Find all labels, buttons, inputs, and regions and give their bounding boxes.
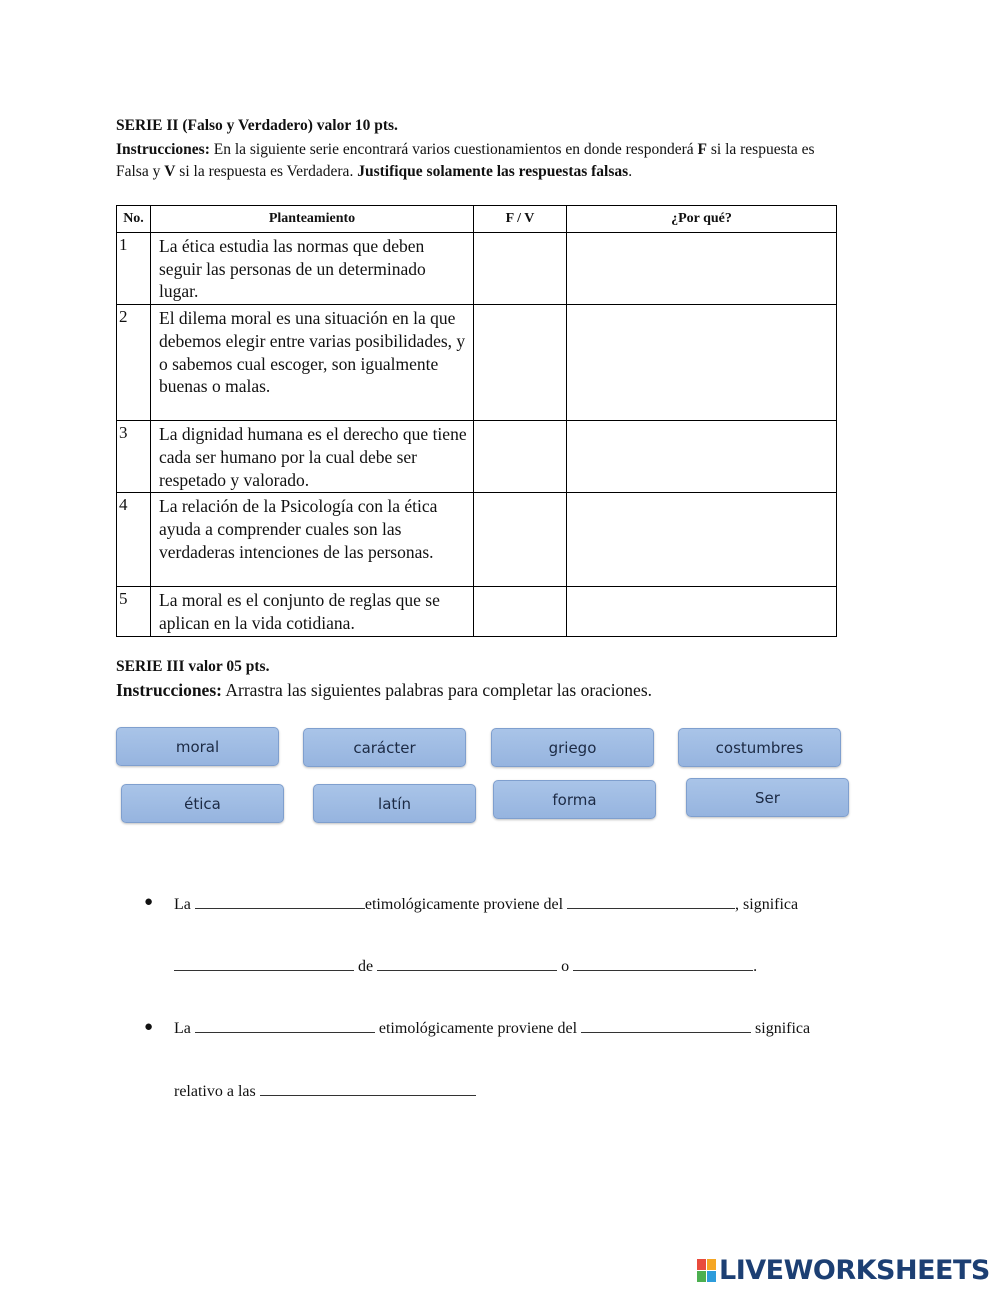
header-planteamiento: Planteamiento xyxy=(151,206,474,233)
sentence-1-text-a: La xyxy=(174,896,195,913)
serie2-instr-period: . xyxy=(628,163,633,180)
word-chip-forma[interactable]: forma xyxy=(493,780,656,819)
word-chip-ser[interactable]: Ser xyxy=(686,778,849,817)
justification-cell[interactable] xyxy=(567,587,837,637)
row-statement: La moral es el conjunto de reglas que se aplican en la vida cotidiana. xyxy=(151,587,474,637)
serie2-instr-bold-end: Justifique solamente las respuestas falsas xyxy=(357,163,629,180)
sentence-1-line-1 xyxy=(174,894,798,914)
row-number: 5 xyxy=(117,587,151,637)
row-number: 4 xyxy=(117,493,151,587)
bullet-icon: ● xyxy=(144,894,154,910)
fv-answer-cell[interactable] xyxy=(474,421,567,493)
sentence-1-text-e: o xyxy=(557,958,574,975)
sentence-1-text-d: de xyxy=(354,958,378,975)
sentence-1-line-2 xyxy=(174,956,757,976)
sentence-2-line-2 xyxy=(174,1081,476,1101)
row-statement: La dignidad humana es el derecho que tiene cada ser humano por la cual debe ser respetado y valorado. xyxy=(151,421,474,493)
drop-zone-7[interactable] xyxy=(581,1018,751,1033)
sentence-2-line-1 xyxy=(174,1018,810,1038)
serie2-title: SERIE II (Falso y Verdadero) valor 10 pts. xyxy=(116,117,398,134)
row-statement: La relación de la Psicología con la ética ayuda a comprender cuales son las verdaderas intenciones de las personas. xyxy=(151,493,474,587)
row-number: 2 xyxy=(117,305,151,421)
table-row xyxy=(117,421,837,493)
row-number: 3 xyxy=(117,421,151,493)
sentence-2-text-d: relativo a las xyxy=(174,1083,260,1100)
word-chip-etica[interactable]: ética xyxy=(121,784,284,823)
fv-answer-cell[interactable] xyxy=(474,587,567,637)
table-row xyxy=(117,233,837,305)
table-header-row xyxy=(117,206,837,233)
sentence-1-text-c: , significa xyxy=(735,896,799,913)
header-no: No. xyxy=(117,206,151,233)
logo-blocks-icon xyxy=(697,1259,716,1282)
drop-zone-8[interactable] xyxy=(260,1081,476,1096)
drop-zone-6[interactable] xyxy=(195,1018,375,1033)
justification-cell[interactable] xyxy=(567,233,837,305)
sentence-2-text-b: etimológicamente proviene del xyxy=(374,1020,582,1037)
fv-answer-cell[interactable] xyxy=(474,305,567,421)
drop-zone-1[interactable] xyxy=(195,894,365,909)
logo-text: LIVEWORKSHEETS xyxy=(719,1255,990,1286)
row-number: 1 xyxy=(117,233,151,305)
drop-zone-3[interactable] xyxy=(174,956,354,971)
row-statement: La ética estudia las normas que deben seguir las personas de un determinado lugar. xyxy=(151,233,474,305)
serie2-instr-v: V xyxy=(164,163,176,180)
table-row xyxy=(117,305,837,421)
word-chip-costumbres[interactable]: costumbres xyxy=(678,728,841,767)
serie2-instr-text-3: si la respuesta es Verdadera. xyxy=(175,163,358,180)
row-statement: El dilema moral es una situación en la que debemos elegir entre varias posibilidades, y o sabemos cual escoger, son igualmente buenas o malas. xyxy=(151,305,474,421)
sentence-1-text-b: etimológicamente proviene del xyxy=(364,896,568,913)
liveworksheets-logo xyxy=(697,1255,990,1286)
serie2-instr-text-1: En la siguiente serie encontrará varios cuestionamientos en donde responderá xyxy=(209,141,698,158)
serie2-instr-label: Instrucciones: xyxy=(116,141,210,158)
word-chip-moral[interactable]: moral xyxy=(116,727,279,766)
fv-answer-cell[interactable] xyxy=(474,493,567,587)
serie2-instr-text-2: si la respuesta es Falsa y xyxy=(116,141,815,180)
serie3-instr-label: Instrucciones: xyxy=(116,680,222,700)
justification-cell[interactable] xyxy=(567,305,837,421)
serie2-instructions xyxy=(116,139,836,183)
serie3-title: SERIE III valor 05 pts. xyxy=(116,658,270,675)
table-row xyxy=(117,493,837,587)
justification-cell[interactable] xyxy=(567,421,837,493)
drop-zone-5[interactable] xyxy=(573,956,753,971)
header-por-que: ¿Por qué? xyxy=(567,206,837,233)
fv-answer-cell[interactable] xyxy=(474,233,567,305)
bullet-icon: ● xyxy=(144,1019,154,1035)
serie3-instructions xyxy=(116,680,652,701)
sentence-2-text-a: La xyxy=(174,1020,195,1037)
word-chip-latin[interactable]: latín xyxy=(313,784,476,823)
drop-zone-2[interactable] xyxy=(567,894,735,909)
serie3-instr-text: Arrastra las siguientes palabras para completar las oraciones. xyxy=(221,680,653,700)
word-chip-caracter[interactable]: carácter xyxy=(303,728,466,767)
serie2-instr-f: F xyxy=(697,141,707,158)
word-chip-griego[interactable]: griego xyxy=(491,728,654,767)
table-row xyxy=(117,587,837,637)
true-false-table xyxy=(116,205,837,637)
header-fv: F / V xyxy=(474,206,567,233)
sentence-2-text-c: significa xyxy=(751,1020,811,1037)
sentence-1-text-f: . xyxy=(753,958,758,975)
drop-zone-4[interactable] xyxy=(377,956,557,971)
justification-cell[interactable] xyxy=(567,493,837,587)
